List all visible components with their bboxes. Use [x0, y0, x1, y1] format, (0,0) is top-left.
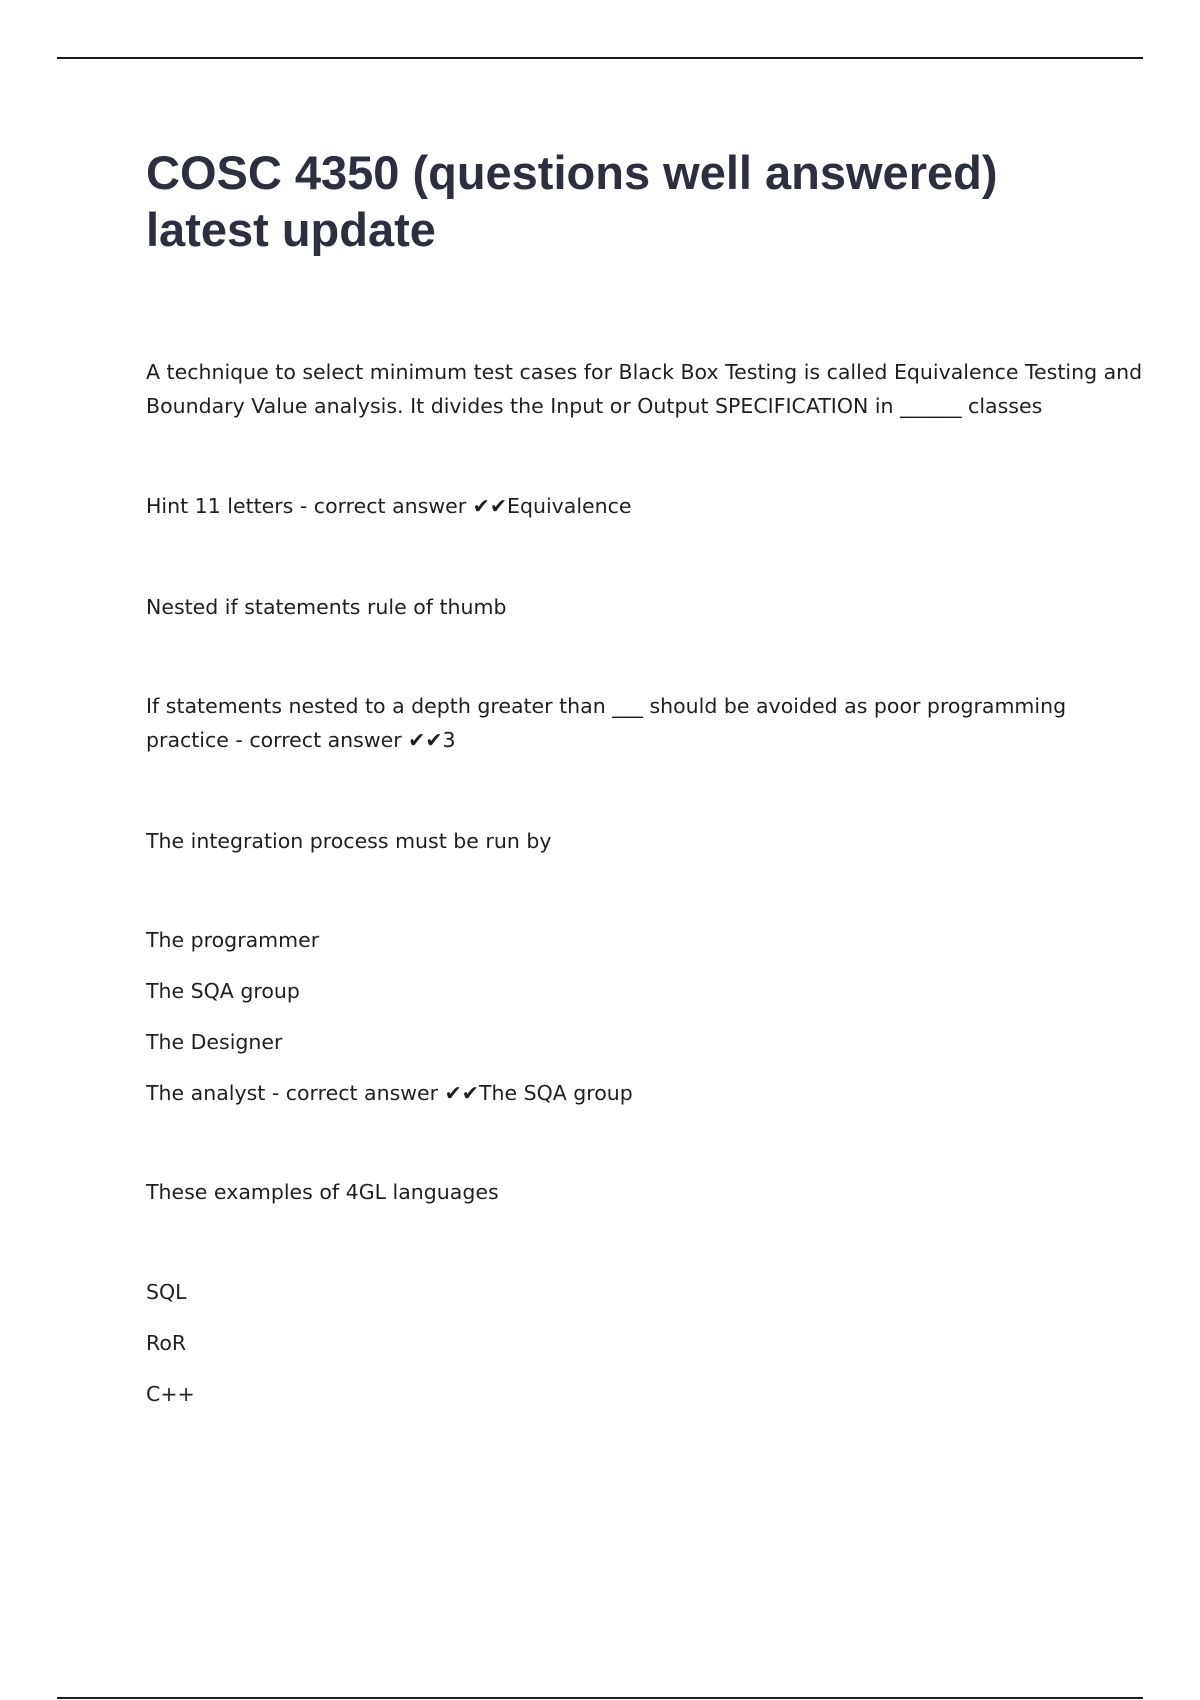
text-line: RoR — [146, 1331, 187, 1355]
option-sql — [146, 1275, 1096, 1309]
text-line: The Designer — [146, 1030, 283, 1054]
text-line: A technique to select minimum test cases for Black Box Testing is called Equivalence Testing and — [146, 360, 1143, 384]
text-line: The SQA group — [146, 979, 300, 1003]
question-4gl — [146, 1175, 1096, 1209]
text-line: The integration process must be run by — [146, 829, 552, 853]
question-nested-if — [146, 590, 1096, 624]
answer-equivalence — [146, 489, 1096, 523]
text-line: Nested if statements rule of thumb — [146, 595, 507, 619]
text-line: The programmer — [146, 928, 320, 952]
document-title — [146, 144, 1106, 258]
text-line: The analyst - correct answer ✔✔The SQA group — [146, 1081, 633, 1105]
title-line-1: COSC 4350 (questions well answered) — [146, 146, 998, 199]
top-rule — [57, 57, 1143, 59]
option-cpp — [146, 1377, 1096, 1411]
answer-integration — [146, 1076, 1096, 1110]
text-line: These examples of 4GL languages — [146, 1180, 499, 1204]
text-line: Boundary Value analysis. It divides the Input or Output SPECIFICATION in ______ classes — [146, 394, 1043, 418]
option-programmer — [146, 923, 1096, 957]
text-line: practice - correct answer ✔✔3 — [146, 728, 456, 752]
text-line: SQL — [146, 1280, 187, 1304]
answer-nested-if — [146, 689, 1096, 757]
text-line: C++ — [146, 1382, 195, 1406]
bottom-rule — [57, 1697, 1143, 1699]
question-equivalence — [146, 355, 1143, 423]
option-ror — [146, 1326, 1096, 1360]
text-line: If statements nested to a depth greater than ___ should be avoided as poor programming — [146, 694, 1067, 718]
title-line-2: latest update — [146, 203, 436, 256]
option-designer — [146, 1025, 1096, 1059]
question-integration — [146, 824, 1096, 858]
option-sqa-group — [146, 974, 1096, 1008]
text-line: Hint 11 letters - correct answer ✔✔Equivalence — [146, 494, 632, 518]
